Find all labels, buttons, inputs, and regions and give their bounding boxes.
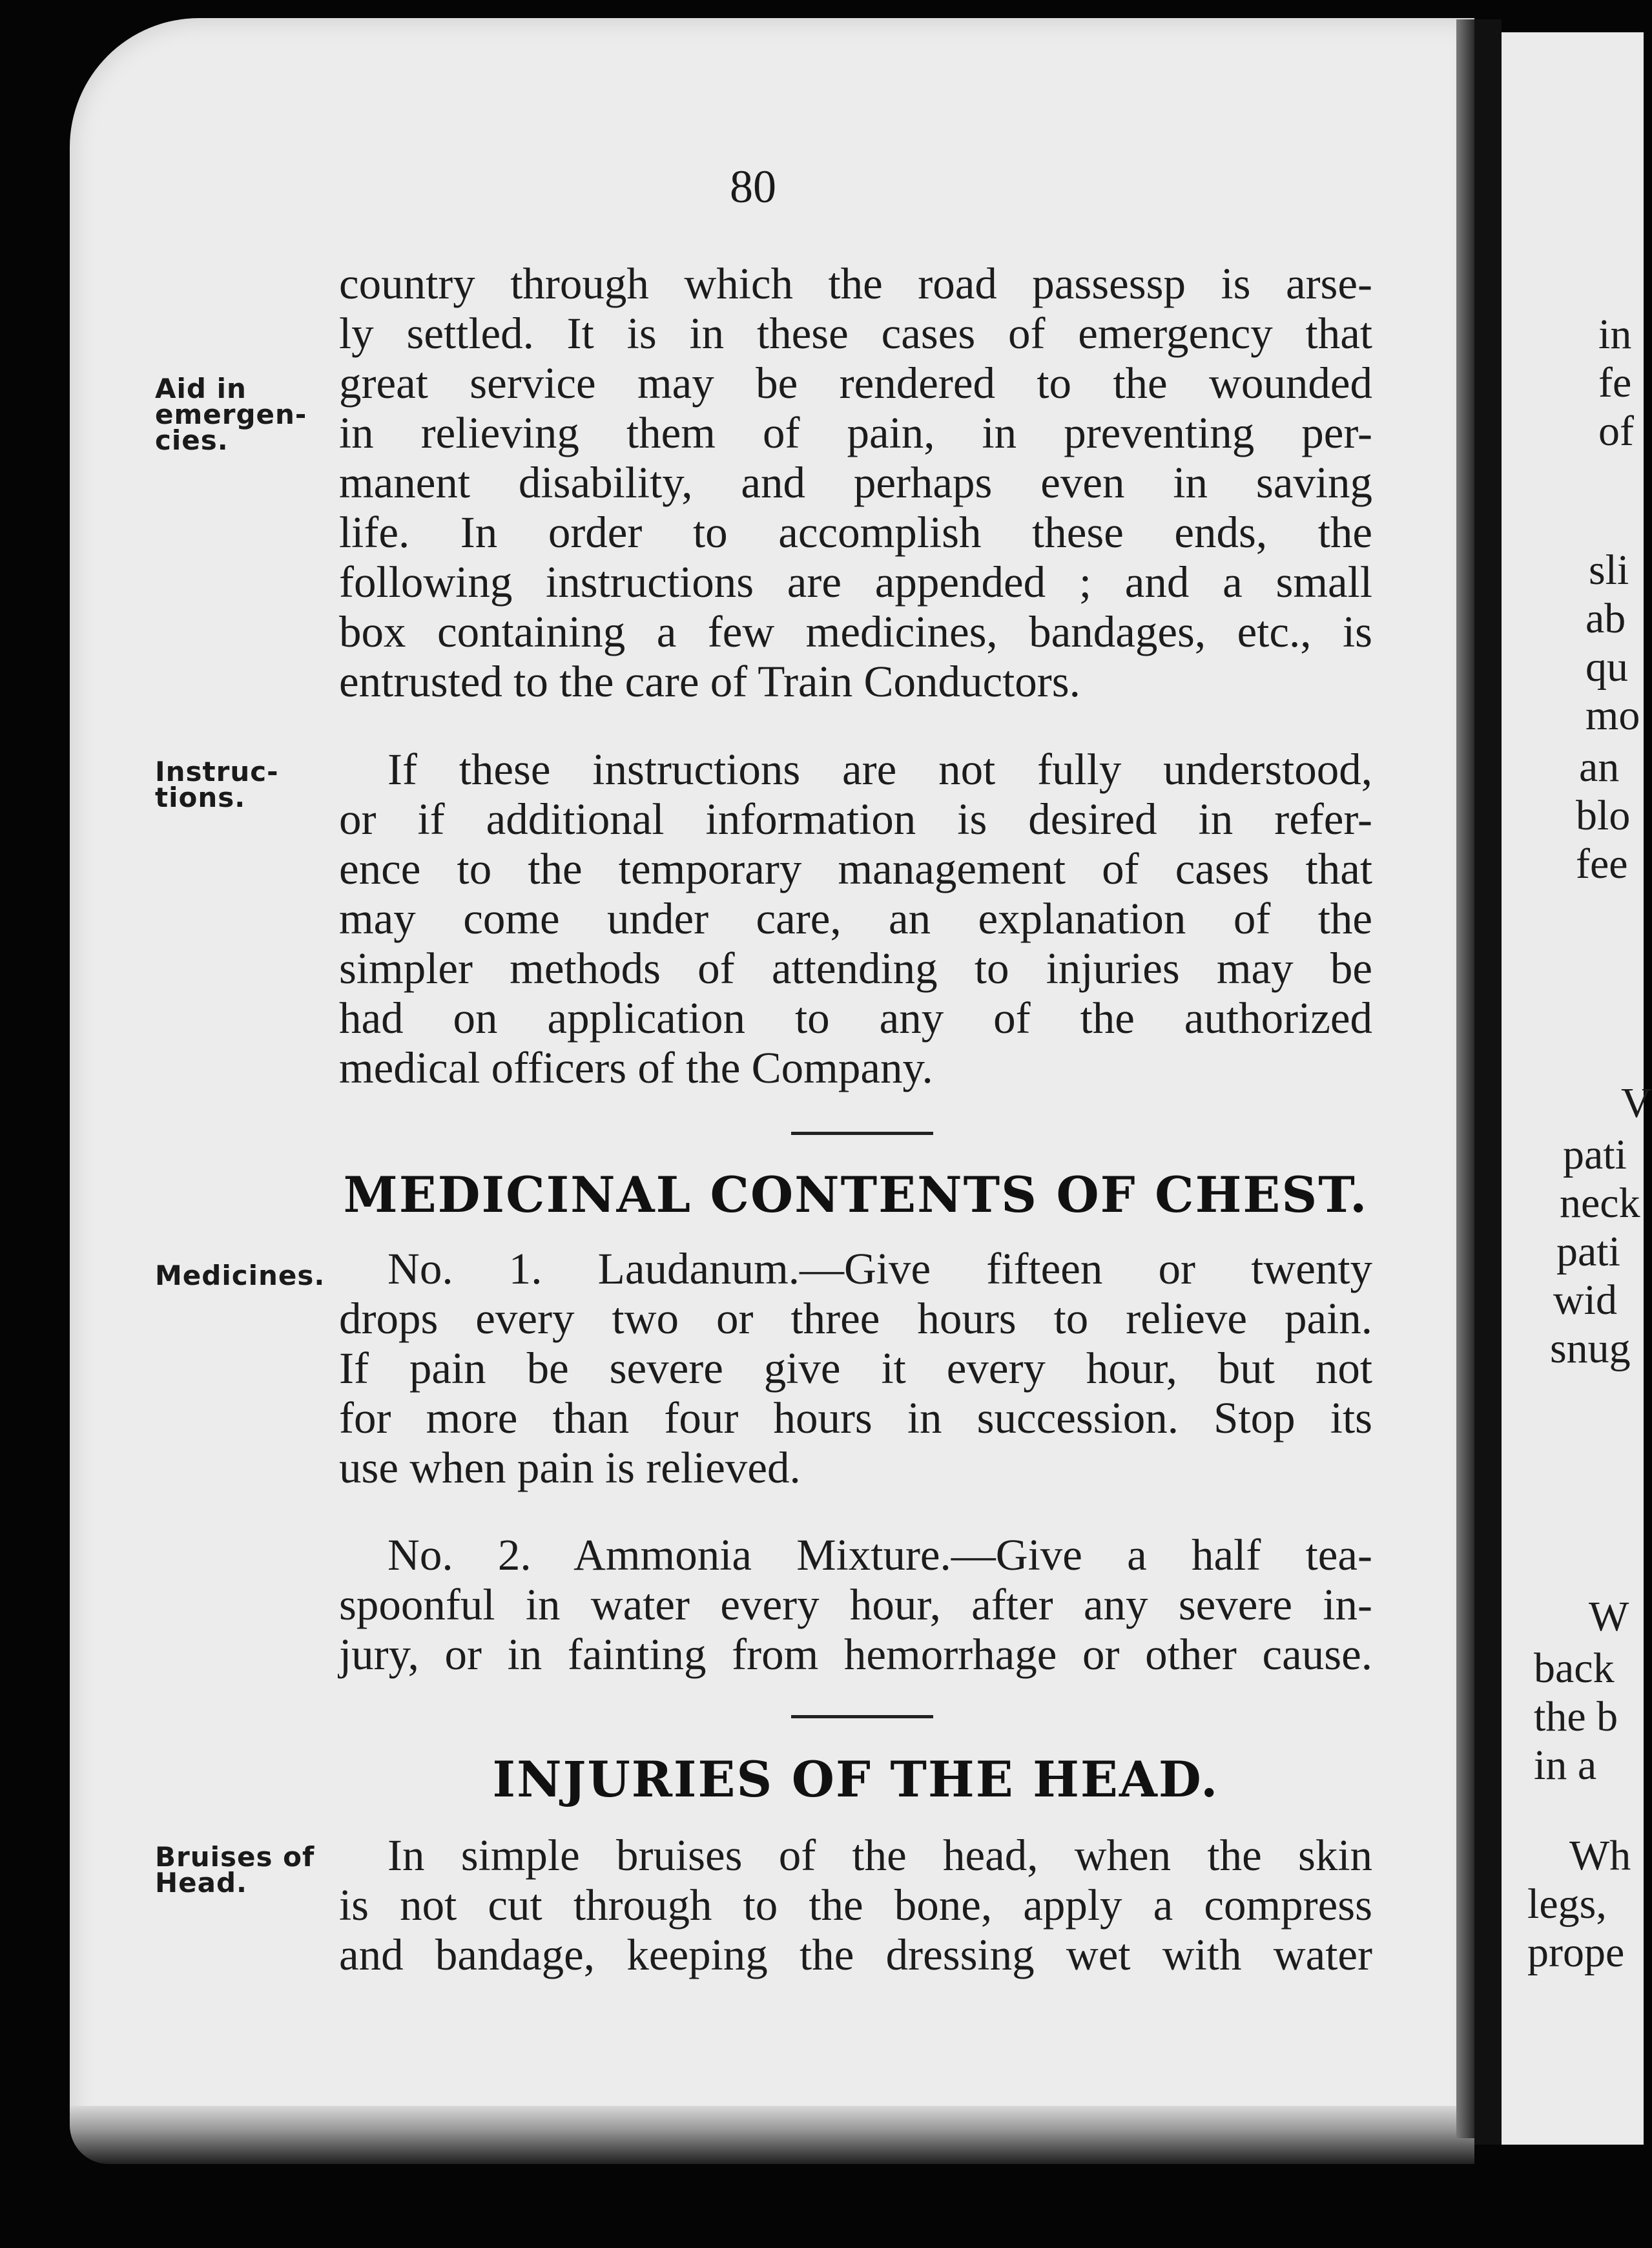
text-line: had on application to any of the authorized <box>339 994 1372 1043</box>
text-fragment: in a <box>1534 1742 1597 1789</box>
text-line: No. 2. Ammonia Mixture.—Give a half tea- <box>387 1530 1372 1579</box>
text-fragment: snug <box>1550 1325 1631 1372</box>
text-fragment: Wh <box>1569 1832 1631 1879</box>
text-fragment: qu <box>1585 643 1628 691</box>
text-line: In simple bruises of the head, when the skin <box>387 1831 1372 1880</box>
margin-note-medicines <box>155 1260 325 1291</box>
text-line: or if additional information is desired in refer- <box>339 795 1372 844</box>
margin-note-line: Bruises of <box>155 1841 315 1873</box>
text-fragment: sli <box>1589 546 1629 594</box>
text-fragment: ab <box>1585 595 1626 642</box>
text-fragment: pati <box>1563 1131 1627 1178</box>
text-line: is not cut through to the bone, apply a compress <box>339 1880 1372 1930</box>
text-fragment: the b <box>1534 1693 1618 1740</box>
text-fragment: in <box>1598 311 1632 358</box>
text-line: and bandage, keeping the dressing wet with water <box>339 1930 1372 1979</box>
margin-note-line: tions. <box>155 782 246 813</box>
text-fragment: wid <box>1553 1276 1617 1324</box>
text-line: ence to the temporary management of cases that <box>339 844 1372 893</box>
text-line: great service may be rendered to the wounded <box>339 359 1372 408</box>
text-line: No. 1. Laudanum.—Give fifteen or twenty <box>387 1244 1372 1293</box>
text-fragment: blo <box>1576 792 1631 839</box>
text-fragment: of <box>1598 408 1634 455</box>
text-fragment: W <box>1589 1593 1629 1640</box>
text-fragment: neck <box>1560 1180 1640 1227</box>
margin-note-line: emergen- <box>155 399 307 430</box>
section-divider <box>791 1132 933 1135</box>
text-fragment: fee <box>1576 840 1628 888</box>
text-line: simpler methods of attending to injuries may be <box>339 944 1372 993</box>
gutter <box>1456 19 1474 2138</box>
text-fragment: V <box>1621 1079 1652 1127</box>
page-number: 80 <box>730 161 776 213</box>
text-fragment: legs, <box>1527 1880 1607 1928</box>
section-heading: INJURIES OF THE HEAD. <box>492 1751 1219 1808</box>
gutter-shadow <box>1474 19 1502 2145</box>
text-line: If pain be severe give it every hour, but not <box>339 1344 1372 1393</box>
text-line: box containing a few medicines, bandages, etc., is <box>339 607 1372 656</box>
section-heading: MEDICINAL CONTENTS OF CHEST. <box>343 1166 1368 1223</box>
margin-note-line: Aid in <box>155 373 247 404</box>
text-line: ly settled. It is in these cases of emergency that <box>339 309 1372 358</box>
text-line: use when pain is relieved. <box>339 1443 801 1492</box>
margin-note-aid <box>155 373 307 456</box>
margin-note-bruises <box>155 1841 315 1899</box>
text-fragment: pati <box>1556 1228 1620 1275</box>
text-line: spoonful in water every hour, after any severe in- <box>339 1580 1372 1629</box>
margin-note-instructions <box>155 756 279 813</box>
text-line: If these instructions are not fully understood, <box>387 745 1372 794</box>
margin-note-line: cies. <box>155 424 229 456</box>
text-line: entrusted to the care of Train Conductors. <box>339 657 1080 706</box>
text-line: for more than four hours in succession. Stop its <box>339 1393 1372 1442</box>
text-fragment: an <box>1579 744 1620 791</box>
text-fragment: fe <box>1598 359 1632 406</box>
text-line: life. In order to accomplish these ends, the <box>339 508 1372 557</box>
text-line: jury, or in fainting from hemorrhage or other cause. <box>339 1630 1372 1679</box>
section-divider <box>791 1715 933 1718</box>
text-line: may come under care, an explanation of the <box>339 894 1372 943</box>
text-line: following instructions are appended ; and a small <box>339 557 1372 607</box>
text-line: drops every two or three hours to relieve pain. <box>339 1294 1372 1343</box>
margin-note-line: Instruc- <box>155 756 279 787</box>
margin-note-line: Medicines. <box>155 1260 325 1291</box>
text-fragment: prope <box>1527 1929 1625 1976</box>
text-fragment: mo <box>1585 692 1640 739</box>
text-line: in relieving them of pain, in preventing per- <box>339 408 1372 457</box>
text-fragment: back <box>1534 1645 1615 1692</box>
margin-note-line: Head. <box>155 1867 247 1899</box>
text-line: medical officers of the Company. <box>339 1043 933 1092</box>
text-line: manent disability, and perhaps even in saving <box>339 458 1372 507</box>
page-edge <box>70 2106 1474 2164</box>
text-line: country through which the road passessp is arse- <box>339 259 1372 308</box>
